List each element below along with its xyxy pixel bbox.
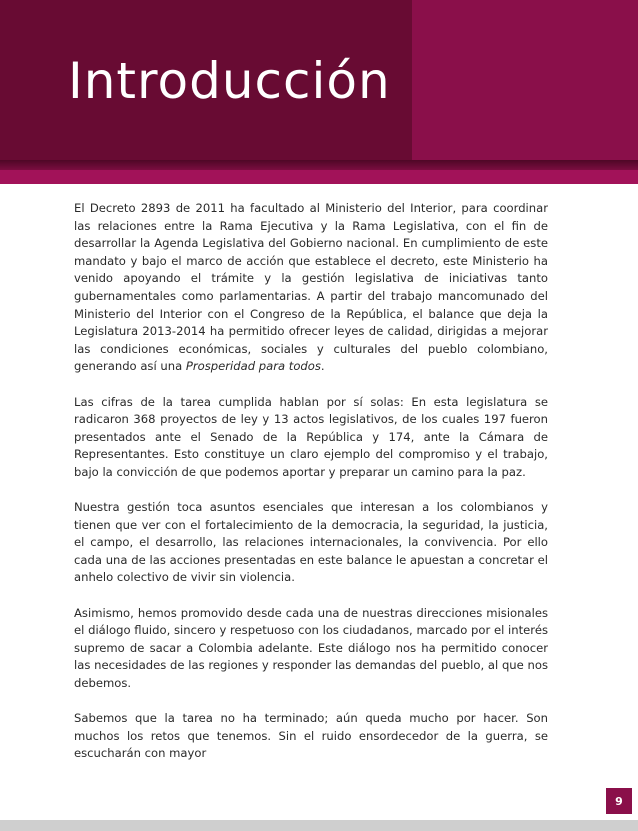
paragraph-2: Las cifras de la tarea cumplida hablan por sí solas: En esta legislatura se radicaron 368 proyectos de ley y 13 actos legislativos, de los cuales 197 fueron presentados ante el Senado de la República y 174, ante la Cámara de Representantes. Esto constituye un claro ejemplo del compromiso y el trabajo, bajo la convicción de que podemos aportar y preparar un camino para la paz. [74,394,548,479]
banner-shadow [0,160,638,170]
paragraph-1-end: . [320,359,325,374]
paragraph-3: Nuestra gestión toca asuntos esenciales que interesan a los colombianos y tienen que ver con el fortalecimiento de la democracia, la seguridad, la justicia, el campo, el desarrollo, las relaciones internacionales, la convivencia. Por ello cada una de las acciones presentadas en este balance le apuestan a concretar el anhelo colectivo de vivir sin violencia. [74,500,548,585]
page-number: 9 [606,788,632,814]
paragraph-1-text: El Decreto 2893 de 2011 ha facultado al Ministerio del Interior, para coordinar las relaciones entre la Rama Ejecutiva y la Rama Legislativa, con el fin de desarrollar la Agenda Legislativa del Gobierno nacional. En cumplimiento de este mandato y bajo el marco de acción que establece el decreto, este Ministerio ha venido apoyando el trámite y la gestión legislativa de iniciativas tanto gubernamentales como parlamentarias. A partir del trabajo mancomunado del Ministerio del Interior con el Congreso de la República, el balance que deja la Legislatura 2013-2014 ha permitido ofrecer leyes de calidad, dirigidas a mejorar las condiciones económicas, sociales y culturales del pueblo colombiano, generando así una [74,201,548,374]
paragraph-5: Sabemos que la tarea no ha terminado; aún queda mucho por hacer. Son muchos los retos que tenemos. Sin el ruido ensordecedor de la guerra, se escucharán con mayor [74,711,548,761]
footer-bar [0,820,638,831]
paragraph-1-emphasis: Prosperidad para todos [185,359,321,374]
banner-stripe [0,170,638,184]
paragraph-1 [74,200,548,376]
body-text [74,200,548,781]
page-title: Introducción [68,52,391,110]
paragraph-4: Asimismo, hemos promovido desde cada una de nuestras direcciones misionales el diálogo fluido, sincero y respetuoso con los ciudadanos, marcado por el interés supremo de sacar a Colombia adelante. Este diálogo nos ha permitido conocer las necesidades de las regiones y responder las demandas del pueblo, al que nos debemos. [74,605,548,691]
